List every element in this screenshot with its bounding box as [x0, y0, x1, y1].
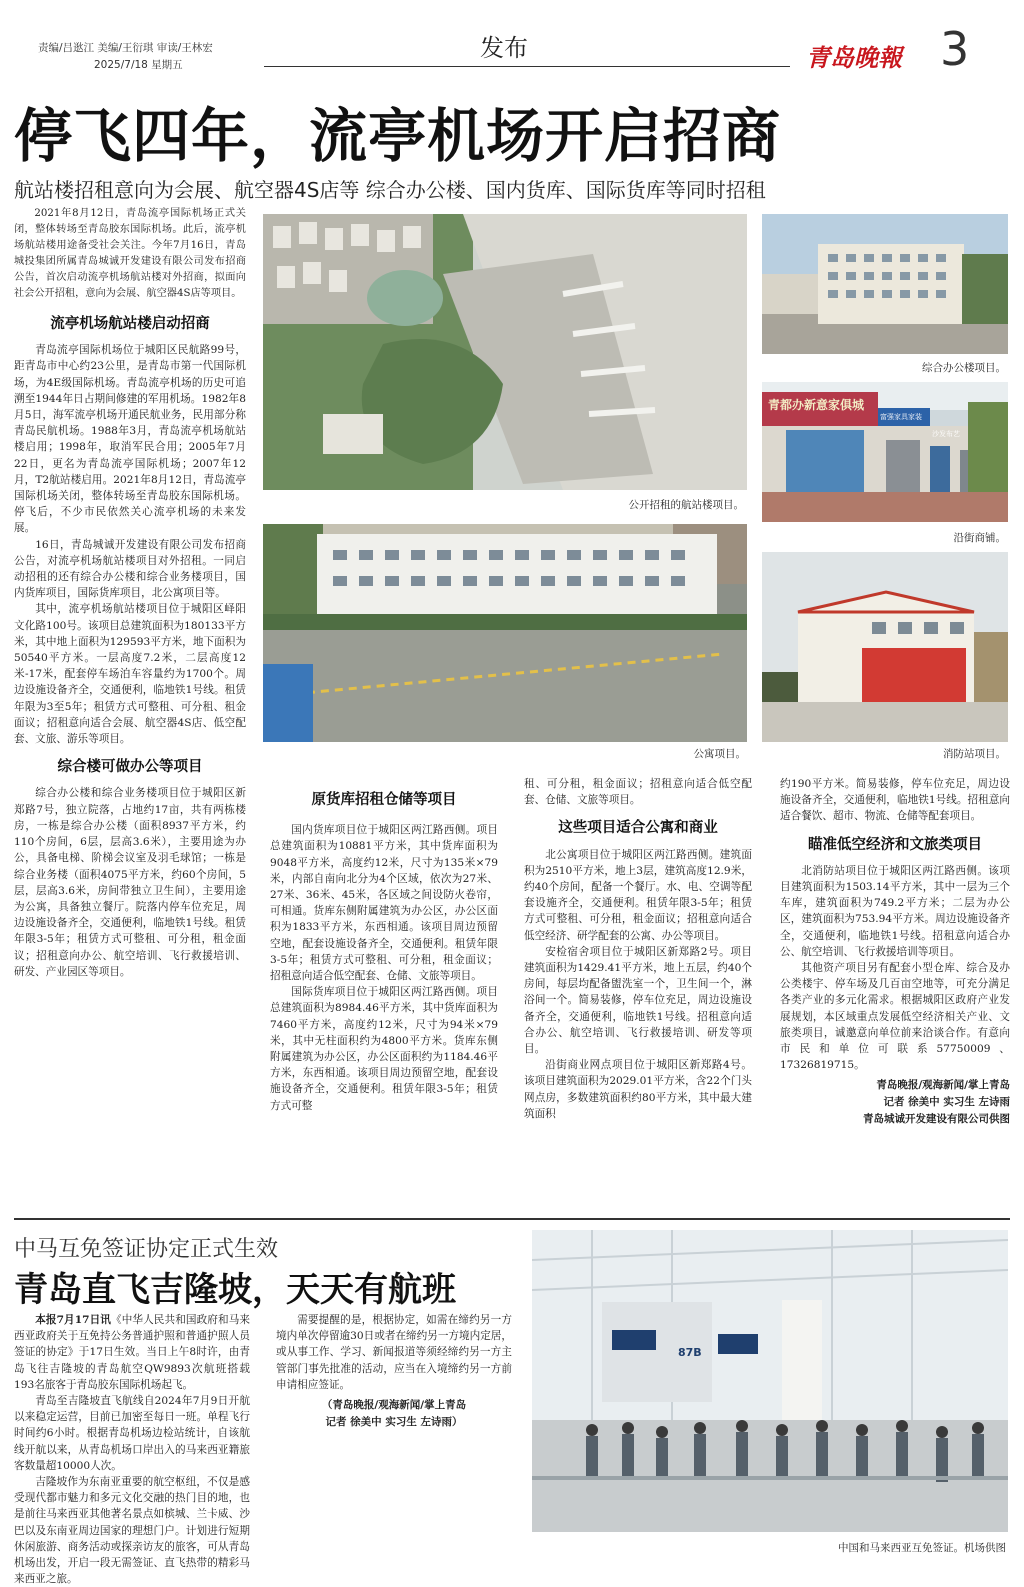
article-column-4 [780, 776, 1010, 1128]
lower-byline [276, 1397, 512, 1431]
paragraph: 北公寓项目位于城阳区两江路西侧。建筑面积为2510平方米，地上3层，建筑高度12.9米，约40个房间，配备一个餐厅。水、电、空调等配套设施齐全，交通便利。租赁年限3-5年；租赁方式可整租、可分租，租金面议；招租意向适合低空经济、研学配套的公寓、办公等项目。 [524, 848, 752, 942]
lower-headline: 青岛直飞吉隆坡，天天有航班 [14, 1270, 456, 1310]
terminal-aerial-photo [263, 214, 747, 490]
paragraph: 青岛流亭国际机场位于城阳区民航路99号，距青岛市中心约23公里，是青岛市第一代国际机场，为4E级国际机场。青岛流亭机场的历史可追溯至1944年日占期间修建的军用机场。1982年8月5日，海军流亭机场开通民航业务，民用部分称青岛民航机场。1988年3月，青岛流亭机场航站楼启用；1998年，取消军民合用；2005年7月22日，更名为青岛流亭国际机场；2007年12月，T2航站楼启用。2021年8月12日，青岛流亭国际机场关闭，整体转场至青岛胶东国际机场。停飞后，不少市民依然关心流亭机场的未来发展。 [14, 344, 246, 535]
paragraph: 北消防站项目位于城阳区两江路西侧。该项目建筑面积为1503.14平方米，其中一层为三个车库，建筑面积为749.2平方米；二层为办公区，建筑面积为753.94平方米。周边设施设备齐全，交通便利，临地铁1号线。招租意向适合办公、航空培训、飞行救援培训等项目。 [780, 864, 1010, 958]
caption-airport: 中国和马来西亚互免签证。机场供图 [838, 1542, 1006, 1554]
paragraph-text: 《中华人民共和国政府和马来西亚政府关于互免持公务普通护照和普通护照人员签证的协定》于17日生效。当日上午8时许，由青岛飞往吉隆坡的青岛航空QW9893次航班搭载193名旅客于青岛胶东国际机场起飞。 [14, 1314, 250, 1391]
street-shops-photo [762, 382, 1008, 522]
header-rule [264, 66, 790, 67]
paragraph: 国际货库项目位于城阳区两江路西侧。项目总建筑面积为8984.46平方米，其中货库面积为7460平方米，高度约12米，尺寸为94米×79米，其中无柱面积约为4800平方米。货库东侧附属建筑为办公区，办公区面积约为1184.46平方米，东西相通。该项目周边预留空地，配套设施设备齐全，交通便利。租赁年限3-5年；租赁方式可整 [270, 986, 498, 1112]
issue-date: 2025/7/18 星期五 [94, 59, 183, 71]
newspaper-logo: 青岛晚報 [806, 43, 902, 72]
airport-gate-photo [532, 1230, 1008, 1532]
section-heading-terminal: 流亭机场航站楼启动招商 [50, 316, 210, 332]
editors-line: 责编/吕逖江 美编/王衍琪 审读/王林宏 [38, 42, 213, 54]
section-heading-warehouse: 原货库招租仓储等项目 [311, 792, 457, 808]
dateline-paragraph [14, 1312, 250, 1393]
article-column-1 [14, 206, 246, 980]
page-number: 3 [940, 22, 970, 76]
gate-sign: 87B [678, 1346, 702, 1359]
apartment-photo [263, 524, 747, 742]
shop-sign: 富强家具家装 [880, 413, 922, 421]
caption-fire: 消防站项目。 [943, 748, 1006, 760]
section-heading-apartment: 这些项目适合公寓和商业 [558, 820, 718, 837]
byline-reporters: 记者 徐美中 实习生 左诗雨 [883, 1096, 1010, 1109]
byline-photo-credit: 青岛城诚开发建设有限公司供图 [863, 1113, 1010, 1126]
paragraph-continued: 约190平方米。简易装修，停车位充足，周边设施设备齐全，交通便利，临地铁1号线。招租意向适合餐饮、超市、物流、仓储等配套项目。 [780, 778, 1010, 823]
shop-sign: 沙发布艺 [932, 430, 960, 438]
paragraph: 国内货库项目位于城阳区两江路西侧。项目总建筑面积为10881平方米，其中货库面积为9048平方米，高度约12米，尺寸为135米×79米，内部自南向北分为4个区域，依次为27米、27米、36米、45米，各区域之间设防火卷帘，可相通。货库东侧附属建筑为办公区，办公区面积为1833平方米，东西相通。该项目周边预留空地，配套设施设备齐全，交通便利。租赁年限3-5年；租赁方式可整租、可分租，租金面议；招租意向适合低空配套、仓储、文旅等项目。 [270, 824, 498, 983]
section-heading-lowaltitude: 瞄准低空经济和文旅类项目 [808, 836, 982, 853]
fire-station-photo [762, 552, 1008, 742]
caption-office: 综合办公楼项目。 [922, 362, 1006, 374]
caption-apartment: 公寓项目。 [693, 748, 746, 760]
paragraph: 沿街商业网点项目位于城阳区新郑路4号。该项目建筑面积为2029.01平方米，含22个门头网点房，多数建筑面积约80平方米，其中最大建筑面积 [524, 1059, 752, 1120]
shop-sign: 青都办新意家俱城 [768, 398, 865, 412]
lower-column-2 [276, 1312, 512, 1431]
office-building-photo [762, 214, 1008, 354]
byline [780, 1077, 1010, 1128]
paragraph: 安检宿舍项目位于城阳区新郑路2号。项目建筑面积为1429.41平方米，地上五层，约40个房间，每层均配备盥洗室一个，卫生间一个，淋浴间一个。简易装修，停车位充足，周边设施设备齐全，交通便利，临地铁1号线。招租意向适合办公、航空培训、飞行救援培训、研发等项目。 [524, 945, 752, 1056]
caption-shops: 沿街商铺。 [953, 532, 1006, 544]
lower-column-1 [14, 1312, 250, 1587]
caption-terminal: 公开招租的航站楼项目。 [628, 499, 744, 511]
paragraph: 其中，流亭机场航站楼项目位于城阳区峄阳文化路100号。该项目总建筑面积为180133平方米，其中地上面积为129593平方米，地下面积为50540平方米。一层高度7.2米，二层高度12米-17米，配套停车场泊车容量约为1700个。周边设施设备齐全，交通便利，临地铁1号线。租赁年限为3至5年；租赁方式可整租、可分租、租金面议；招租意向适合会展、航空器4S店、低空配套、文旅、游乐等项目。 [14, 603, 246, 746]
paragraph: 其他资产项目另有配套小型仓库、综合及办公类楼宇、停车场及几百亩空地等，可充分满足各类产业的多元化需求。根据城阳区政府产业发展规划，本区域重点发展低空经济相关产业、文旅类项目，诚邀意向单位前来洽谈合作。有意向市民和单位可联系57750009、17326819715。 [780, 962, 1010, 1072]
paragraph: 16日，青岛城诚开发建设有限公司发布招商公告，对流亭机场航站楼项目对外招租。一同启动招租的还有综合办公楼和综合业务楼项目，国内货库项目，国际货库项目，北公寓项目等。 [14, 538, 246, 600]
header-meta [38, 40, 213, 74]
lead-paragraph: 2021年8月12日，青岛流亭国际机场正式关闭，整体转场至青岛胶东国际机场。此后，流亭机场航站楼用途备受社会关注。今年7月16日，青岛城投集团所属青岛城诚开发建设有限公司发布招商公告，首次启动流亭机场航站楼对外招商，拟面向社会公开招租，意向为会展、航空器4S店等项目。 [14, 208, 246, 299]
section-name: 发布 [480, 34, 528, 62]
byline-reporters: 记者 徐美中 实习生 左诗雨） [325, 1416, 463, 1429]
article-column-2 [270, 792, 498, 1114]
paragraph: 吉隆坡作为东南亚重要的航空枢纽，不仅是感受现代都市魅力和多元文化交融的热门目的地，也是前往马来西亚其他著名景点如槟城、兰卡威、沙巴以及东南亚周边国家的理想门户。计划进行短期休闲旅游、商务活动或探亲访友的旅客，可从青岛机场出发，开启一段无需签证、直飞热带的精彩马来西亚之旅。 [14, 1476, 250, 1586]
paragraph: 青岛至吉隆坡直飞航线自2024年7月9日开航以来稳定运营，目前已加密至每日一班。单程飞行时间约6小时。根据青岛机场边检站统计，自该航线开航以来，从青岛机场口岸出入的马来西亚籍旅客数量超10000人次。 [14, 1395, 250, 1472]
byline-outlet: （青岛晚报/观海新闻/掌上青岛 [321, 1399, 467, 1412]
lower-kicker: 中马互免签证协定正式生效 [14, 1237, 279, 1262]
paragraph: 综合办公楼和综合业务楼项目位于城阳区新郑路7号，独立院落，占地约17亩，共有两栋楼房，一栋是综合办公楼（面积8937平方米，约110个房间，6层，层高3.6米），主要用途为办公，具备电梯、阶梯会议室及羽毛球馆；一栋是综合业务楼（面积4075平方米，约60个房间，5层，层高3.6米，房间带独立卫生间），主要用途为公寓，具备独立餐厅。院落内停车位充足，周边设施设备齐全，交通便利，临地铁1号线。租赁年限3-5年；租赁方式可整租、可分租，租金面议；招租意向办公、航空培训、飞行救援培训、研发、产业园区等项目。 [14, 787, 246, 978]
byline-outlet: 青岛晚报/观海新闻/掌上青岛 [876, 1079, 1010, 1092]
paragraph: 需要提醒的是，根据协定，如需在缔约另一方境内单次停留逾30日或者在缔约另一方境内定居，或从事工作、学习、新闻报道等须经缔约另一方主管部门事先批准的活动，应当在入境缔约另一方前申请相应签证。 [276, 1314, 512, 1391]
sub-headline: 航站楼招租意向为会展、航空器4S店等 综合办公楼、国内货库、国际货库等同时招租 [14, 178, 766, 202]
main-headline: 停飞四年，流亭机场开启招商 [14, 102, 782, 170]
section-heading-office: 综合楼可做办公等项目 [57, 759, 203, 776]
paragraph-continued: 租、可分租，租金面议；招租意向适合低空配套、仓储、文旅等项目。 [524, 778, 752, 807]
dateline: 本报7月17日讯 [35, 1314, 112, 1326]
story-separator [14, 1218, 1010, 1220]
article-column-3 [524, 776, 752, 1122]
